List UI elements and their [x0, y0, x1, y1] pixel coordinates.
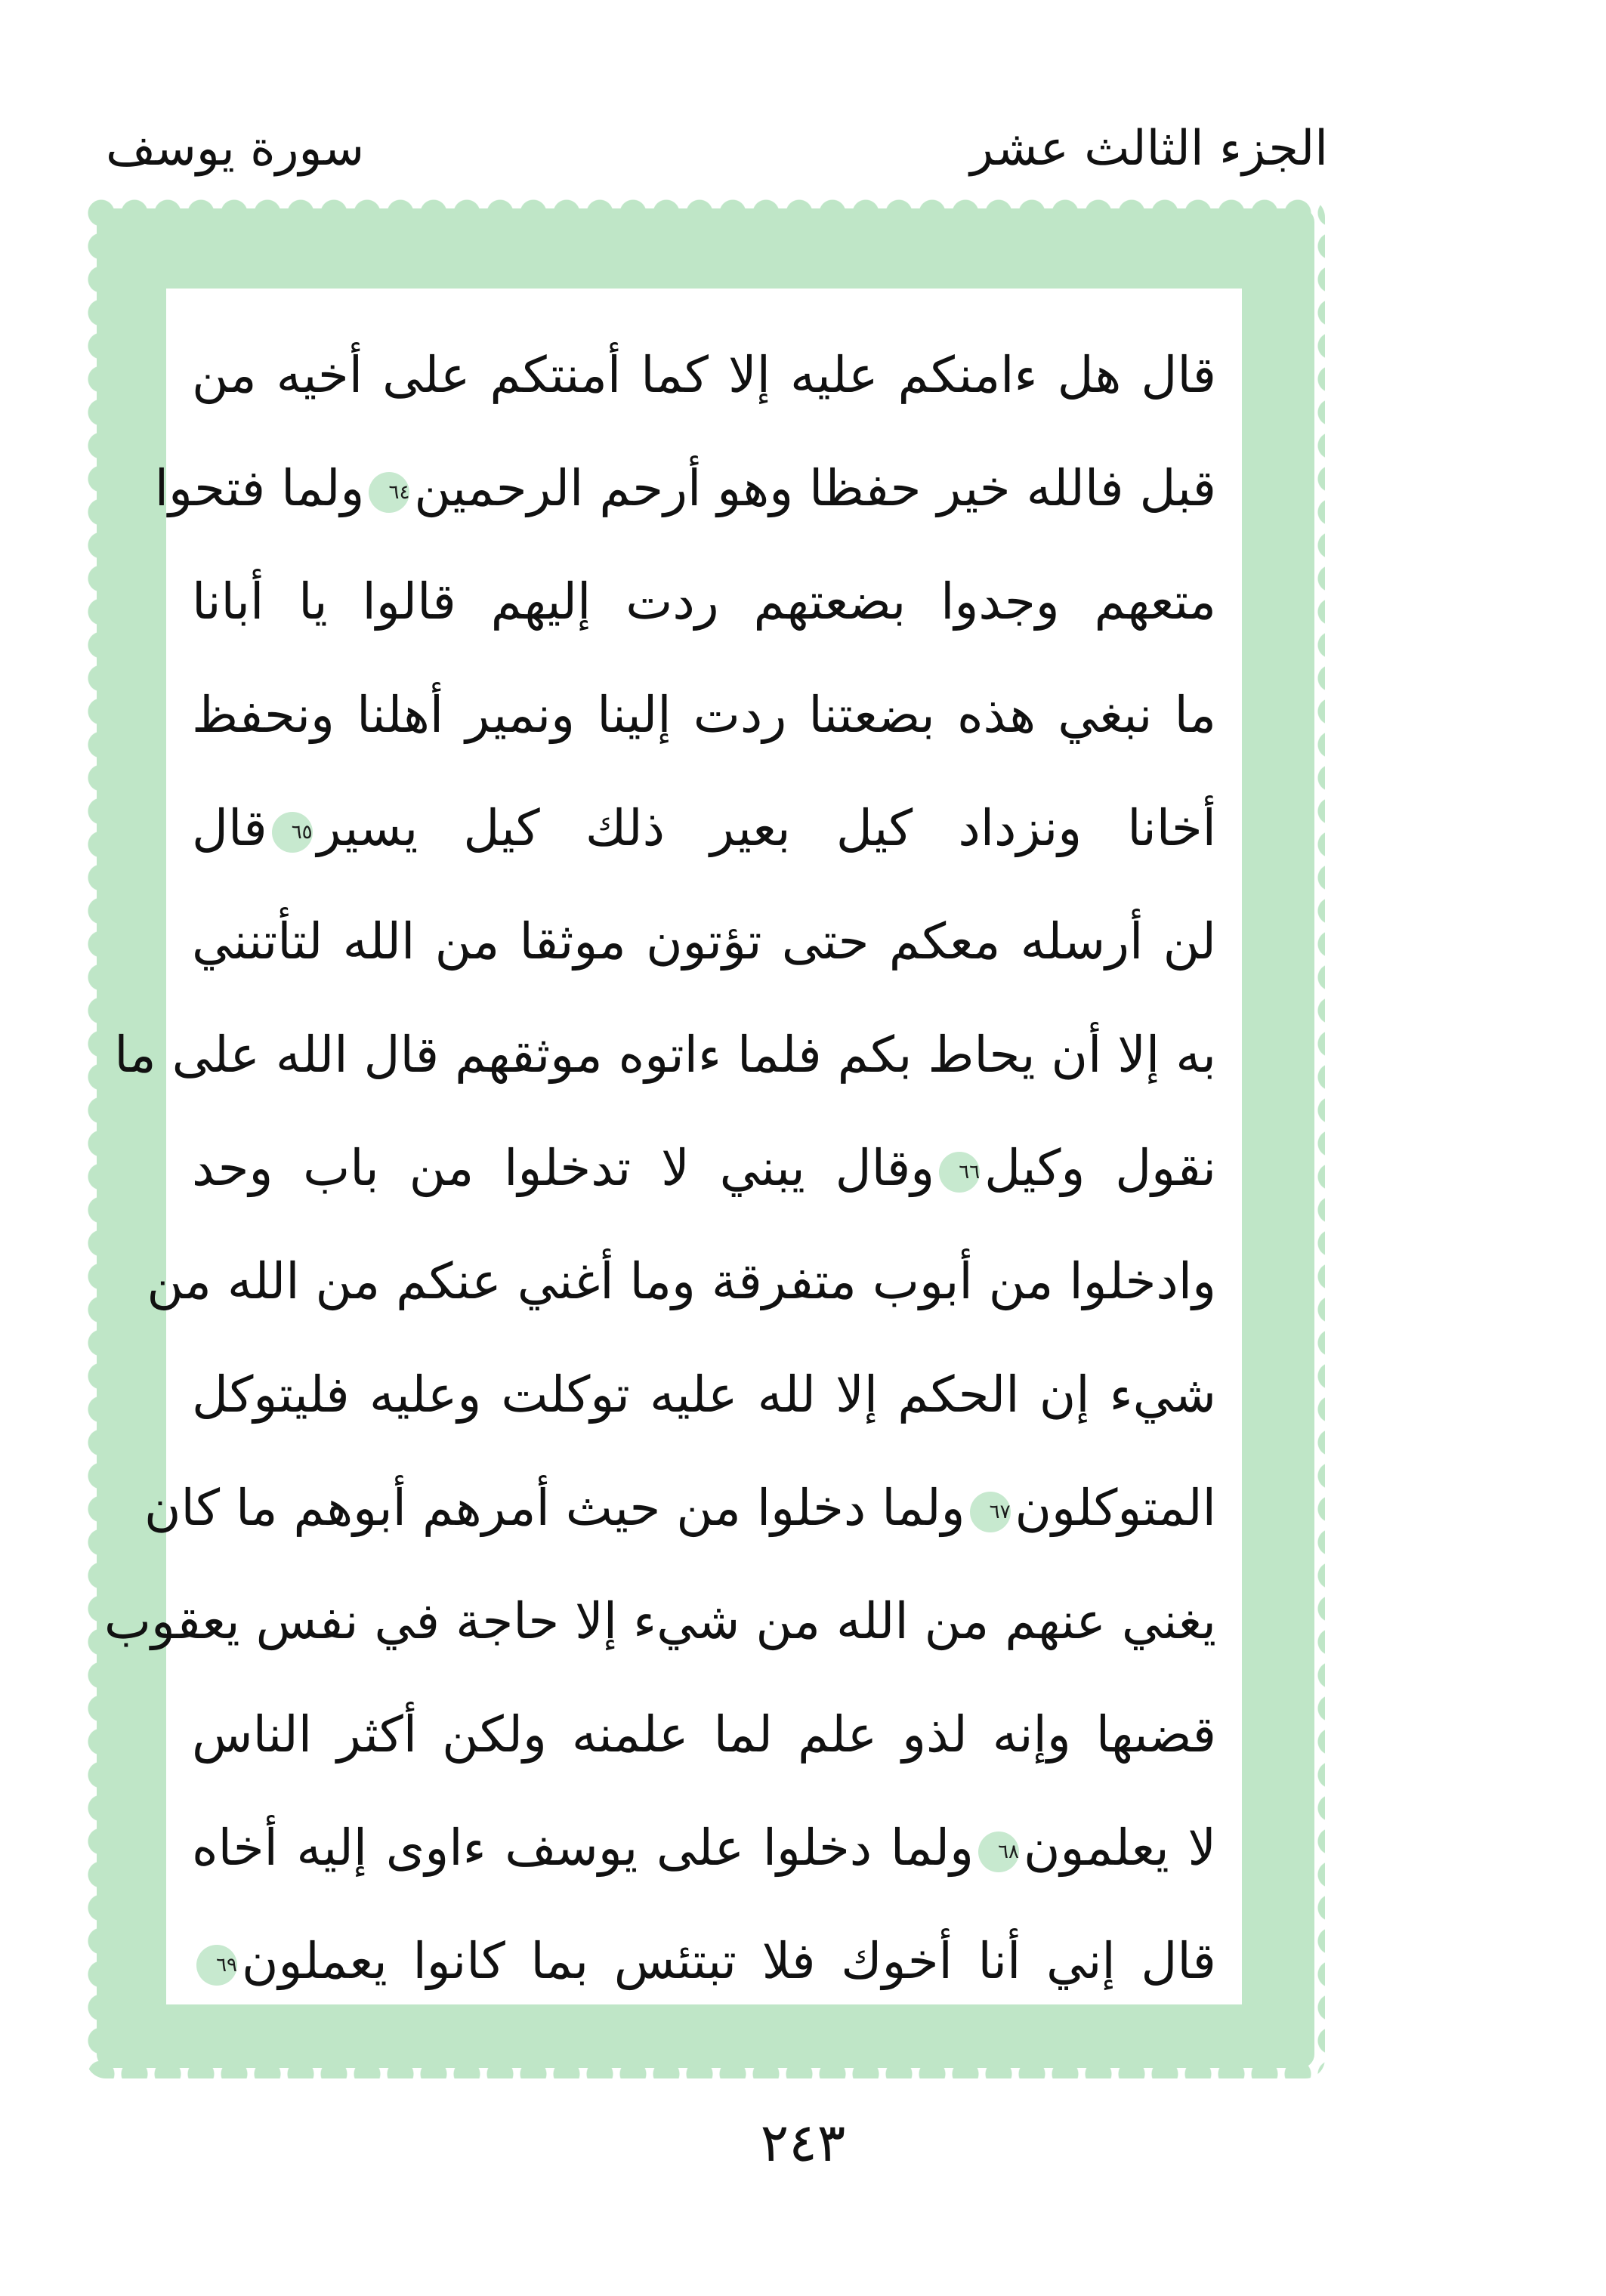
ayah-marker: ٦٨ — [978, 1832, 1019, 1872]
ayah-marker: ٦٥ — [272, 812, 313, 853]
ayah-marker: ٦٤ — [369, 472, 409, 513]
juz-title: الجزء الثالث عشر — [970, 121, 1328, 177]
verse-line — [192, 545, 1216, 659]
verse-text: قال هل ءامنكم عليه إلا كما أمنتكم على أخيه من — [192, 346, 1216, 404]
verse-line — [192, 772, 1216, 885]
verse-text: أخانا ونزداد كيل بعير ذلك كيل يسير — [317, 799, 1216, 857]
verse-text: المتوكلون — [1015, 1479, 1216, 1537]
verse-line — [144, 1452, 1216, 1565]
verse-text-after-marker: ولما دخلوا على يوسف ءاوى إليه أخاه — [192, 1819, 974, 1877]
verse-text: قال إني أنا أخوك فلا تبتئس بما كانوا يعملون — [242, 1932, 1216, 1990]
verse-line — [192, 319, 1216, 432]
verse-line — [192, 1678, 1216, 1791]
verse-line — [154, 432, 1216, 545]
verse-line — [103, 1565, 1216, 1678]
verse-text-after-marker: ولما فتحوا — [154, 459, 365, 517]
ayah-marker: ٦٦ — [939, 1152, 980, 1193]
ayah-marker: ٦٩ — [196, 1945, 237, 1986]
verse-text: يغني عنهم من الله من شيء إلا حاجة في نفس يعقوب — [103, 1592, 1216, 1650]
verse-text: نقول وكيل — [984, 1139, 1217, 1197]
verse-line — [147, 1225, 1216, 1338]
ayah-marker: ٦٧ — [970, 1492, 1011, 1532]
verse-text: ما نبغي هذه بضعتنا ردت إلينا ونمير أهلنا ونحفظ — [192, 686, 1216, 744]
verse-text: قضىها وإنه لذو علم لما علمنه ولكن أكثر الناس — [192, 1705, 1216, 1764]
surah-title: سورة يوسف — [106, 121, 365, 177]
verse-line — [192, 1338, 1216, 1452]
verse-line — [192, 1112, 1216, 1225]
verse-line — [192, 885, 1216, 998]
text-panel — [103, 289, 1242, 2004]
verse-text: به إلا أن يحاط بكم فلما ءاتوه موثقهم قال الله على ما — [114, 1026, 1216, 1084]
verse-text-after-marker: وقال يبني لا تدخلوا من باب وحد — [192, 1139, 935, 1197]
verse-line — [114, 998, 1216, 1112]
verse-text-after-marker: قال — [192, 799, 267, 857]
verse-text: قبل فالله خير حفظا وهو أرحم الرحمين — [414, 459, 1216, 517]
verse-text: لا يعلمون — [1024, 1819, 1216, 1877]
verse-line — [192, 1905, 1216, 2018]
verse-text-after-marker: ولما دخلوا من حيث أمرهم أبوهم ما كان — [144, 1479, 965, 1537]
verse-text: وادخلوا من أبوب متفرقة وما أغني عنكم من الله من — [147, 1252, 1216, 1310]
verse-line — [192, 1791, 1216, 1905]
verse-text: لن أرسله معكم حتى تؤتون موثقا من الله لتأتنني — [192, 912, 1216, 971]
verse-text: شيء إن الحكم إلا لله عليه توكلت وعليه فليتوكل — [192, 1366, 1216, 1424]
page-number: ٢٤٣ — [760, 2112, 846, 2174]
verse-text: متعهم وجدوا بضعتهم ردت إليهم قالوا يا أبانا — [192, 572, 1216, 631]
verse-lines — [103, 319, 1217, 1990]
verse-line — [192, 659, 1216, 772]
